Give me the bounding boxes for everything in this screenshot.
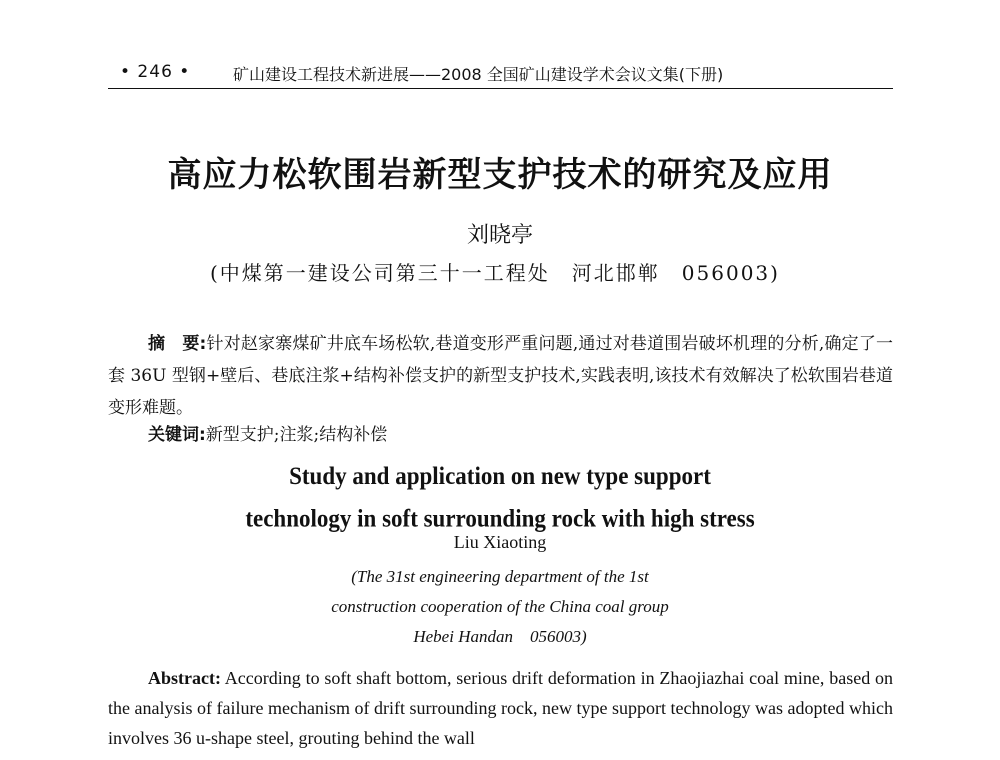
author-cn: 刘晓亭: [466, 223, 533, 248]
affiliation-en: [0, 562, 1000, 652]
affiliation-en-line3: Hebei Handan 056003): [413, 627, 587, 646]
abstract-en: [108, 663, 893, 753]
abstract-en-text: According to soft shaft bottom, serious drift deformation in Zhaojiazhai coal mine, based on the analysis of failure mechanism of drift surrounding rock, new type support technology was adopted which involves 36 u-shape steel, grouting behind the wall: [108, 668, 893, 748]
keywords-cn: [148, 423, 387, 447]
affiliation-cn: (中煤第一建设公司第三十一工程处 河北邯郸 056003): [210, 261, 780, 285]
abstract-cn-label: 摘 要:: [148, 334, 207, 354]
page-number: • 246 •: [120, 62, 191, 82]
affiliation-en-line2: construction cooperation of the China coal group: [331, 597, 669, 616]
affiliation-en-line1: (The 31st engineering department of the 1st: [351, 567, 649, 586]
journal-title: 矿山建设工程技术新进展——2008 全国矿山建设学术会议文集(下册): [233, 65, 724, 84]
paper-title-cn: 高应力松软围岩新型支护技术的研究及应用: [167, 155, 833, 195]
keywords-cn-text: 新型支护;注浆;结构补偿: [205, 425, 388, 445]
title-en-line1: Study and application on new type support: [289, 461, 711, 490]
keywords-cn-label: 关键词:: [148, 425, 206, 445]
abstract-en-label: Abstract:: [148, 668, 221, 688]
running-header: [108, 56, 893, 89]
abstract-cn-text: 针对赵家寨煤矿井底车场松软,巷道变形严重问题,通过对巷道围岩破坏机理的分析,确定了一套 36U 型钢+壁后、巷底注浆+结构补偿支护的新型支护技术,实践表明,该技术有效解决了松软围岩巷道变形难题。: [108, 334, 893, 418]
paper-title-en: [0, 455, 1000, 540]
title-en-line2: technology in soft surrounding rock with high stress: [245, 504, 755, 533]
abstract-cn: [108, 328, 893, 424]
author-en: Liu Xiaoting: [453, 532, 547, 552]
